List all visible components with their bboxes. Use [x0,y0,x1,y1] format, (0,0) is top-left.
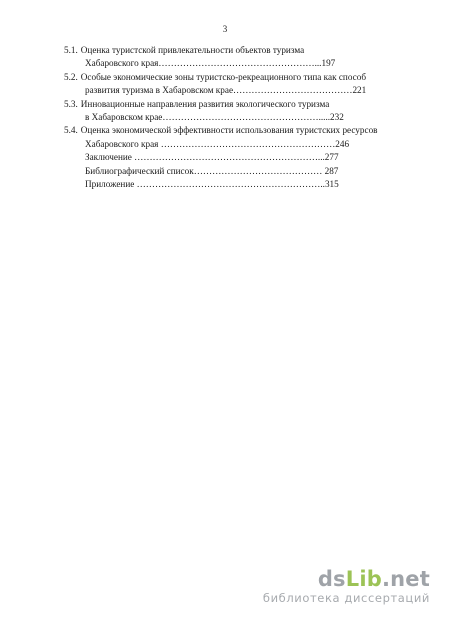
toc-entry-title: Оценка экономической эффективности использования туристских ресурсов [80,125,378,136]
toc-entry-continuation: Хабаровского края……………………………………………...197 [85,58,336,69]
toc-entry-conclusion [64,151,392,164]
toc-entry-title: Инновационные направления развития экологического туризма [80,98,330,109]
toc-entry-number: 5.1. [64,45,78,55]
toc-entry-title: Приложение ……………………………………………………..315 [85,179,339,190]
dslib-logo: dsLib.net [317,567,430,591]
toc-entry-number: 5.2. [64,71,78,82]
toc-entry-bibliography [64,165,392,178]
watermark-tagline: библиотека диссертаций [262,591,430,605]
toc-entry-5-2 [64,71,392,98]
toc-entry-appendix [64,178,392,191]
toc-entry-continuation: Хабаровского края …………………………………………………246 [85,138,350,149]
toc-entry-title: Особые экономические зоны туристско-рекреационного типа как способ [80,71,366,82]
dslib-watermark [263,568,430,605]
toc-entry-5-1 [64,44,392,71]
toc-entry-number: 5.3. [64,98,78,109]
toc-entry-5-3 [64,98,392,125]
page-number: 3 [222,24,228,34]
toc-entry-continuation: в Хабаровском крае…………………………………………….....232 [85,112,344,123]
toc-entry-continuation: развития туризма в Хабаровском крае…………………………………221 [85,85,367,96]
toc-entry-title: Библиографический список…………………………………… 287 [85,165,339,176]
toc-entry-title: Оценка туристской привлекательности объектов туризма [80,45,305,55]
table-of-contents [64,44,392,191]
toc-entry-5-4 [64,124,392,151]
toc-entry-title: Заключение ……………………………………………………...277 [85,152,339,163]
toc-entry-number: 5.4. [64,125,78,136]
